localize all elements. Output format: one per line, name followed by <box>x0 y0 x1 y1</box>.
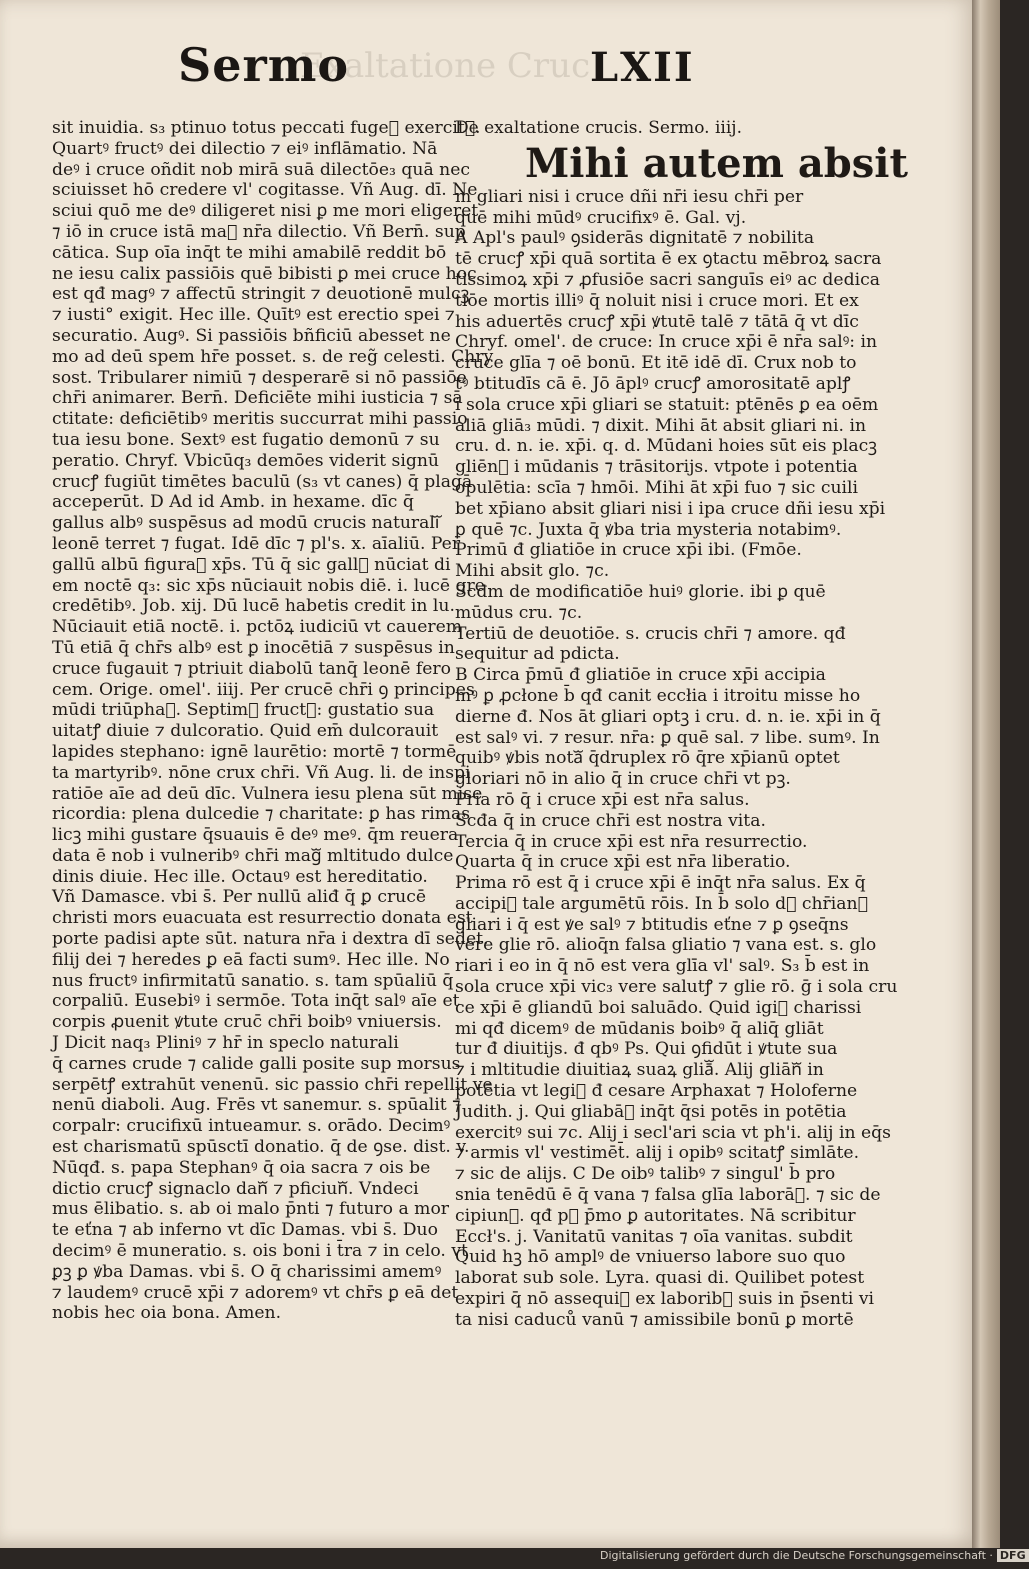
text-line: corpaliū. Eusebiꝰ i sermōe. Tota inq̄t salꝰ aīe et <box>52 991 460 1012</box>
text-line: tissimoꝝ xp̄i ⁊ ꝓfusiōe sacri sanguīs eiꝰ ac dedica <box>455 269 880 290</box>
text-line: riari i eo in q̄ nō est vera glīa vl' salꝰ. S₃ b̄ est in <box>455 956 870 977</box>
text-line: mꝰ ꝑ ꝓcłone b̄ qđ canit eccłia i itroitu misse ho <box>455 685 861 706</box>
text-line: ⁊ i mltitudie diuitiaꝝ suaꝝ gliāᷓ. Alij gliānᷓ in <box>455 1060 824 1081</box>
text-line: ꝑ quē ⁊c. Juxta q̄ ꝟba tria mysteria notabimꝰ. <box>455 519 842 540</box>
right-column <box>455 118 908 1331</box>
text-line: chr̄i animarer. Bern̄. Deficiēte mihi iusticia ⁊ sā <box>52 388 463 409</box>
right-column-text <box>455 186 898 1331</box>
text-line: ⁊ iō in cruce istā maᷓ nr̄a dilectio. Vñ Bern̄. sup <box>52 221 466 242</box>
text-line: sola cruce xp̄i vic₃ vere salutꝭ ⁊ glie rō. ḡ i sola cru <box>455 977 898 998</box>
text-line: quibꝰ ꝟbis notaᷓ q̄druplex rō q̄re xp̄ianū optet <box>455 748 840 769</box>
text-line: ctitate: deficiētibꝰ meritis succurrat mihi passio <box>52 409 468 430</box>
text-line: sciuisset hō credere vl' cogitasse. Vñ Aug. dī. Ne <box>52 180 478 201</box>
dfg-logo: DFG <box>997 1549 1029 1562</box>
text-line: gliari i q̄ est ꝟe salꝰ ⁊ btitudis eťne ⁊ ꝑ ꝯseq̄ns <box>455 914 849 935</box>
text-line: ⁊ laudemꝰ crucē xp̄i ⁊ adoremꝰ vt chr̄s ꝑ eā det <box>52 1282 459 1303</box>
text-line: accipiᷓ tale argumētū rōis. In b̄ solo dꝫ chr̄ianꝰ <box>455 893 868 914</box>
text-line: mūdus cru. ⁊c. <box>455 602 583 623</box>
text-line: tē crucꝭ xp̄i quā sortita ē ex ꝯtactu mēbroꝝ sacra <box>455 249 882 270</box>
text-line: licꝫ mihi gustare q̄suauis ē deꝰ meꝰ. q̄m reuera <box>52 825 459 846</box>
text-line: securatio. Augꝰ. Si passiōis bñficiū abesset ne <box>52 325 451 346</box>
text-line: q̄ carnes crude ⁊ calide galli posite sup morsus <box>52 1053 461 1074</box>
text-line: exercitꝰ sui ⁊c. Alij i secl'ari scia vt ph'i. alij in eq̄s <box>455 1122 891 1143</box>
text-line: his aduertēs crucꝭ xp̄i ꝟtutē talē ⁊ tātā q̄ vt dīc <box>455 311 859 332</box>
text-line: i sola cruce xp̄i gliari se statuit: ptēnēs ꝑ ea oēm <box>455 394 879 415</box>
text-line: Pria rō q̄ i cruce xp̄i est nr̄a salus. <box>455 789 750 810</box>
text-line: ⁊ sic de alijs. C De oibꝰ talibꝰ ⁊ singul' b̄ pro <box>455 1164 836 1185</box>
text-line: crucꝭ fugiūt timētes baculū (s₃ vt canes) q̄ plagā <box>52 471 473 492</box>
text-line: gliēnᷓ i mūdanis ⁊ trāsitorijs. vtpote i potentia <box>455 457 858 478</box>
text-line: porte padisi apte sūt. natura nr̄a i dextra dī sedet. <box>52 929 489 950</box>
text-line: filij dei ⁊ heredes ꝑ eā facti sumꝰ. Hec ille. No <box>52 949 450 970</box>
text-line: ta nisi caduců vanū ⁊ amissibile bonū ꝑ mortē <box>455 1309 854 1330</box>
left-column <box>52 118 494 1324</box>
text-line: gloriari nō in alio q̄ in cruce chr̄i vt pꝫ. <box>455 769 791 790</box>
text-line: ⁊ armis vl' vestimēt̄. alij i opibꝰ scitatꝭ simlāte. <box>455 1143 860 1164</box>
text-line: uitatꝭ diuie ⁊ dulcoratio. Quid em̄ dulcorauit <box>52 721 439 742</box>
text-line: cipiunᷓ. qđ pꝫ p̄mo ꝑ autoritates. Nā scribitur <box>455 1205 856 1226</box>
text-line: sost. Tribularer nimiū ⁊ desperarē si nō passiōe <box>52 367 467 388</box>
text-line: mi qđ dicemꝰ de mūdanis boibꝰ q̄ aliq̄ gliāt <box>455 1018 824 1039</box>
text-line: nenū diaboli. Aug. Frēs vt sanemur. s. spūalit ⁊ <box>52 1095 461 1116</box>
text-line: ricordia: plena dulcedie ⁊ charitate: ꝑ has rimas <box>52 804 471 825</box>
text-line: Tertiū de deuotiōe. s. crucis chr̄i ⁊ amore. qđ <box>455 623 846 644</box>
text-line: vere glie rō. alioq̄n falsa gliatio ⁊ vana est. s. glo <box>455 935 877 956</box>
text-line: Quid hꝫ hō amplꝰ de vniuerso labore suo quo <box>455 1247 846 1268</box>
text-line: mo ad deū spem hr̄e posset. s. de reg̃ celesti. Chry <box>52 346 494 367</box>
text-line: gallū albū figuraᷓ xp̄s. Tū q̄ sic gallꝰ nūciat di <box>52 554 451 575</box>
text-line: lapides stephano: ignē laurētio: mortē ⁊ tormē <box>52 741 457 762</box>
text-line: tua iesu bone. Sextꝰ est fugatio demonū ⁊ su <box>52 429 440 450</box>
text-line: Scđa q̄ in cruce chr̄i est nostra vita. <box>455 810 766 831</box>
text-line: ꝑꝫ ꝑ ꝟba Damas. vbi s̄. O q̄ charissimi amemꝰ <box>52 1261 442 1282</box>
text-line: Vñ Damasce. vbi s̄. Per nullū aliđ q̄ ꝑ crucē <box>52 887 427 908</box>
text-line: credētibꝰ. Job. xij. Dū lucē habetis credit in lu. <box>52 596 455 617</box>
running-title: Sermo <box>178 38 350 92</box>
text-line: J Dicit naq₃ Pliniꝰ ⁊ hr̄ in speclo naturali <box>52 1033 399 1054</box>
text-line: aliā gliā₃ mūdi. ⁊ dixit. Mihi āt absit gliari ni. in <box>455 415 867 436</box>
text-line: potētia vt legiᷓ đ cesare Arphaxat ⁊ Holoferne <box>455 1081 858 1102</box>
text-line: acceperūt. D Ad id Amb. in hexame. dīc q̄ <box>52 492 414 513</box>
text-line: deꝰ i cruce oñdit nob mirā suā dilectōe₃ quā nec <box>52 159 471 180</box>
text-line: Nūciauit etiā noctē. i. pctōꝝ iudiciū vt cauerem <box>52 617 463 638</box>
text-line: opulētia: scīa ⁊ hmōi. Mihi āt xp̄i fuo ⁊ sic cuili <box>455 477 859 498</box>
text-line: tiōe mortis illiꝰ q̄ noluit nisi i cruce mori. Et ex <box>455 290 859 311</box>
page-edge <box>972 0 1000 1548</box>
text-line: ta martyribꝰ. nōne crux chr̄i. Vñ Aug. li. de inspi <box>52 762 471 783</box>
text-line: quē mihi mūdꝰ crucifixꝰ ē. Gal. vj. <box>455 207 747 228</box>
text-line: gallus albꝰ suspēsus ad modū crucis naturaliᷓ <box>52 513 440 534</box>
text-line: cem. Orige. omel'. iiij. Per crucē chr̄i ꝯ principes <box>52 679 475 700</box>
text-line: est qđ magꝰ ⁊ affectū stringit ⁊ deuotionē mulcꝫ <box>52 284 470 305</box>
text-line: nus fructꝰ infirmitatū sanatio. s. tam spūaliū q̄ <box>52 970 454 991</box>
folio-number: LXII <box>590 44 695 91</box>
text-line: tꝰ btitudīs cā ē. Jō āplꝰ crucꝭ amorositatē aplꝭ <box>455 373 851 394</box>
text-line: Chryf. omel'. de cruce: In cruce xp̄i ē nr̄a salꝰ: in <box>455 332 878 353</box>
text-line: cruce glīa ⁊ oē bonū. Et itē idē dī. Crux nob to <box>455 353 857 374</box>
text-line: m gliari nisi i cruce dñi nr̄i iesu chr̄i per <box>455 186 804 207</box>
text-line: decimꝰ ē muneratio. s. ois boni i t̄ra ⁊ in celo. vt <box>52 1241 468 1262</box>
text-line: leonē terret ⁊ fugat. Idē dīc ⁊ pl's. x. aīaliū. Per <box>52 533 461 554</box>
text-line: ne iesu calix passiōis quē bibisti ꝑ mei cruce hoc <box>52 263 477 284</box>
text-line: Primū đ gliatiōe in cruce xp̄i ibi. (Fmōe. <box>455 540 802 561</box>
text-line: corpalr: crucifixū intueamur. s. orādo. Decimꝰ <box>52 1116 451 1137</box>
text-line: sit inuidia. s₃ ptinuo totus peccati fugeᷓ exercitꝰ. <box>52 118 481 138</box>
text-line: Scđm de modificatiōe huiꝰ glorie. ibi ꝑ quē <box>455 581 826 602</box>
text-line: cātica. Sup oīa inq̄t te mihi amabilē reddit bō <box>52 242 447 263</box>
text-line: christi mors euacuata est resurrectio donata est <box>52 908 473 929</box>
text-line: Quarta q̄ in cruce xp̄i est nr̄a liberatio. <box>455 852 791 873</box>
text-line: dinis diuie. Hec ille. Octauꝰ est hereditatio. <box>52 866 428 887</box>
text-line: data ē nob i vulneribꝰ chr̄i magᷓ mltitudo dulce <box>52 845 454 866</box>
text-line: cru. d. n. ie. xp̄i. q. d. Mūdani hoies sūt eis placꝫ <box>455 436 878 457</box>
text-line: B Circa p̄mū đ gliatiōe in cruce xp̄i accipia <box>455 665 826 686</box>
text-line: est salꝰ vi. ⁊ resur. nr̄a: ꝑ quē sal. ⁊ libe. sumꝰ. In <box>455 727 880 748</box>
text-line: Judith. j. Qui gliabāᷓ inq̄t q̄si potēs in potētia <box>455 1101 847 1122</box>
text-line: ⁊ iusti° exigit. Hec ille. Quītꝰ est erectio spei ⁊ <box>52 305 455 326</box>
section-title: De exaltatione crucis. Sermo. iiij. <box>455 118 742 138</box>
text-line: mūdi triūphaᷓ. Septimꝰ fructꝰ: gustatio sua <box>52 700 435 721</box>
text-line: em noctē q₃: sic xp̄s nūciauit nobis diē. i. lucē gre <box>52 575 485 596</box>
text-line: tur đ diuitijs. đ qbꝰ Ps. Qui ꝯfidūt i ꝟtute sua <box>455 1039 838 1060</box>
text-line: te eťna ⁊ ab inferno vt dīc Damas. vbi s̄. Duo <box>52 1220 438 1241</box>
text-line: Tū etiā q̄ chr̄s albꝰ est ꝑ inocētiā ⁊ suspēsus in <box>52 637 455 658</box>
text-line: peratio. Chryf. Vbicūq₃ demōes viderit signū <box>52 450 439 471</box>
incipit-heading: Mihi autem absit <box>525 139 908 187</box>
text-line: nobis hec oia bona. Amen. <box>52 1303 282 1324</box>
text-line: dierne đ. Nos āt gliari optꝫ i cru. d. n. ie. xp̄i in q̄ <box>455 706 881 727</box>
text-line: ce xp̄i ē gliandū boi saluādo. Quid igiᷓ charissi <box>455 997 862 1018</box>
text-line: Mihi absit glo. ⁊c. <box>455 561 610 582</box>
text-line: corpis ꝓuenit ꝟtute cruc̄ chr̄i boibꝰ vniuersis. <box>52 1012 442 1033</box>
text-line: expiri q̄ nō assequiᷓ ex laboribꝰ suis in p̄senti vi <box>455 1289 875 1310</box>
text-line: Prima rō est q̄ i cruce xp̄i ē inq̄t nr̄a salus. Ex q̄ <box>455 873 866 894</box>
text-line: mus ēlibatio. s. ab oi malo p̄nti ⁊ futuro a mor <box>52 1199 450 1220</box>
text-line: sciui quō me deꝰ diligeret nisi ꝑ me mori eligeret <box>52 201 479 222</box>
footer-credit <box>600 1549 1029 1562</box>
text-line: ratiōe aīe ad deū dīc. Vulnera iesu plena sūt mise <box>52 783 483 804</box>
text-line: Quartꝰ fructꝰ dei dilectio ⁊ eiꝰ inflāmatio. Nā <box>52 138 438 159</box>
text-line: cruce fugauit ⁊ ptriuit diabolū tanq̄ leonē fero <box>52 658 451 679</box>
text-line: Tercia q̄ in cruce xp̄i est nr̄a resurrectio. <box>455 831 808 852</box>
text-line: bet xp̄iano absit gliari nisi i ipa cruce dñi iesu xp̄i <box>455 498 886 519</box>
text-line: est charismatū spūsctī donatio. q̄ de ꝯse. dist. v. <box>52 1137 470 1158</box>
text-line: Nūqđ. s. papa Stephanꝰ q̄ oia sacra ⁊ ois be <box>52 1157 431 1178</box>
footer-credit-text: Digitalisierung gefördert durch die Deutsche Forschungsgemeinschaft · <box>600 1549 993 1562</box>
text-line: serpētꝭ extrahūt venenū. sic passio chr̄i repellit ve <box>52 1074 493 1095</box>
text-line: dictio crucꝭ signaclo danᷓ ⁊ pficiunᷓ. Vndeci <box>52 1178 419 1199</box>
text-line: snia tenēdū ē q̄ vana ⁊ falsa glīa laborāᷓ. ⁊ sic de <box>455 1185 881 1206</box>
bleed-through-text: Exaltatione Cruc <box>300 46 591 86</box>
text-line: A Apl's paulꝰ ꝯsiderās dignitatē ⁊ nobilita <box>455 228 815 249</box>
text-line: Eccł's. j. Vanitatū vanitas ⁊ oīa vanitas. subdit <box>455 1226 853 1247</box>
text-line: sequitur ad pdicta. <box>455 644 620 665</box>
text-line: laborat sub sole. Lyra. quasi di. Quilibet potest <box>455 1268 865 1289</box>
